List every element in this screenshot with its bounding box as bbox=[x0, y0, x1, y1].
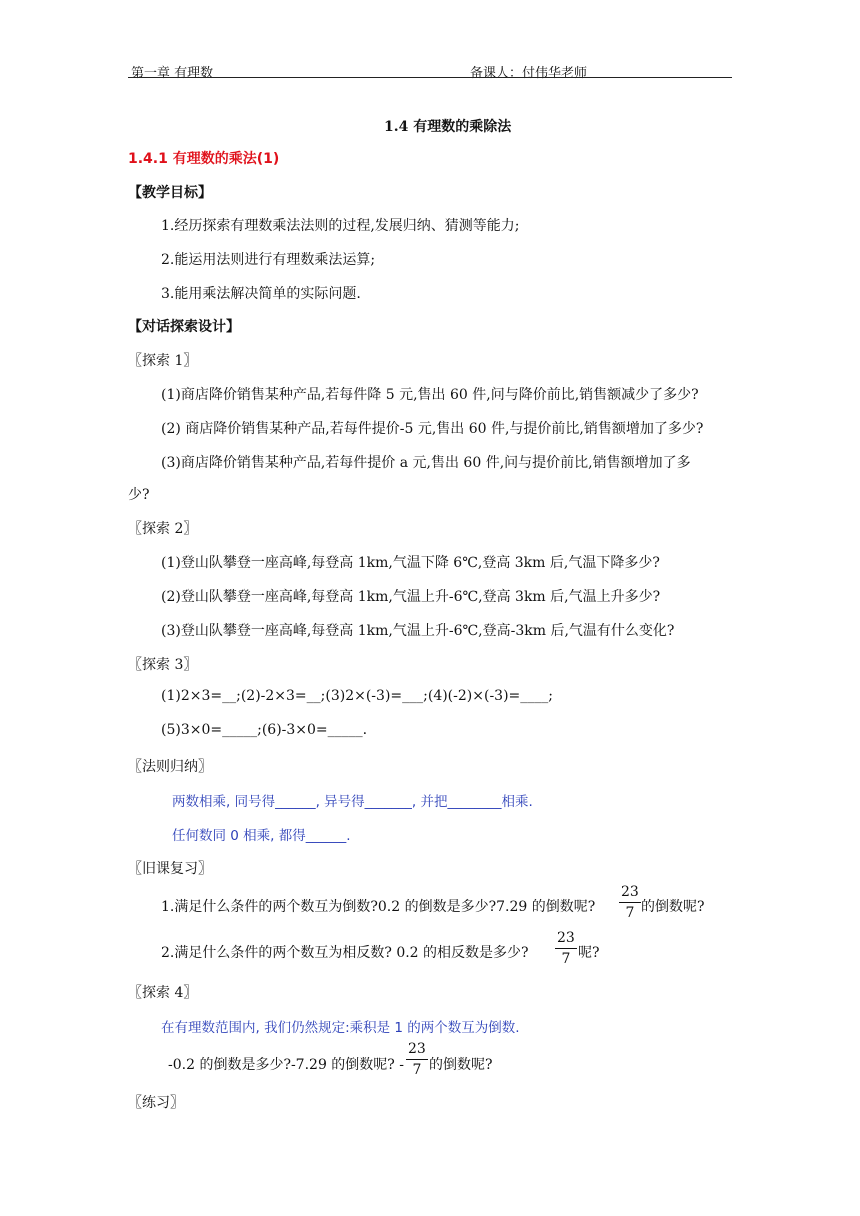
explore1-item: (3)商店降价销售某种产品,若每件提价 a 元,售出 60 件,问与提价前比,销售额增加了多 bbox=[161, 455, 691, 471]
page-title: 1.4 有理数的乘除法 bbox=[384, 119, 512, 135]
practice-heading: 〖练习〗 bbox=[128, 1095, 184, 1111]
goal-item: 3.能用乘法解决简单的实际问题. bbox=[161, 286, 361, 302]
explore2-item: (2)登山队攀登一座高峰,每登高 1km,气温上升-6℃,登高 3km 后,气温上升多少? bbox=[161, 589, 661, 605]
explore4-question: -0.2 的倒数是多少?-7.29 的倒数呢? - bbox=[168, 1057, 404, 1073]
goals-heading: 【教学目标】 bbox=[128, 185, 212, 201]
goal-item: 1.经历探索有理数乘法法则的过程,发展归纳、猜测等能力; bbox=[161, 218, 520, 234]
explore4-question-tail: 的倒数呢? bbox=[429, 1057, 493, 1073]
fraction-bar bbox=[555, 948, 577, 949]
rule-heading: 〖法则归纳〗 bbox=[128, 759, 212, 775]
header-author: 备课人：付伟华老师 bbox=[470, 66, 588, 81]
fraction-23-7 bbox=[406, 1041, 428, 1078]
review-heading: 〖旧课复习〗 bbox=[128, 861, 212, 877]
fraction-numerator: 23 bbox=[557, 930, 575, 946]
fraction-bar bbox=[619, 902, 641, 903]
explore1-heading: 〖探索 1〗 bbox=[128, 353, 198, 369]
review-q1: 1.满足什么条件的两个数互为倒数?0.2 的倒数是多少?7.29 的倒数呢? bbox=[161, 899, 596, 915]
explore2-item: (1)登山队攀登一座高峰,每登高 1km,气温下降 6℃,登高 3km 后,气温下降多少? bbox=[161, 555, 660, 571]
goal-item: 2.能运用法则进行有理数乘法运算; bbox=[161, 252, 376, 268]
review-q1-tail: 的倒数呢? bbox=[641, 899, 705, 915]
explore1-item: (1)商店降价销售某种产品,若每件降 5 元,售出 60 件,问与降价前比,销售额减少了多少? bbox=[161, 387, 699, 403]
explore3-heading: 〖探索 3〗 bbox=[128, 657, 198, 673]
fraction-denominator: 7 bbox=[412, 1062, 422, 1078]
review-q2-tail: 呢? bbox=[578, 945, 600, 961]
fraction-numerator: 23 bbox=[408, 1041, 426, 1057]
fraction-denominator: 7 bbox=[561, 951, 571, 967]
fraction-numerator: 23 bbox=[621, 884, 639, 900]
header-chapter: 第一章 有理数 bbox=[131, 66, 214, 81]
design-heading: 【对话探索设计】 bbox=[128, 319, 240, 335]
explore1-item-cont: 少? bbox=[128, 487, 150, 503]
explore4-heading: 〖探索 4〗 bbox=[128, 985, 198, 1001]
explore3-item: (1)2×3=__;(2)-2×3=__;(3)2×(-3)=___;(4)(-2)×(-3)=____; bbox=[161, 688, 553, 704]
explore3-item: (5)3×0=_____;(6)-3×0=_____. bbox=[161, 722, 368, 738]
fraction-23-7 bbox=[555, 930, 577, 967]
fraction-denominator: 7 bbox=[625, 905, 635, 921]
rule-item: 任何数同 0 相乘, 都得______. bbox=[172, 828, 351, 844]
review-q2: 2.满足什么条件的两个数互为相反数? 0.2 的相反数是多少? bbox=[161, 945, 529, 961]
fraction-23-7 bbox=[619, 884, 641, 921]
explore2-item: (3)登山队攀登一座高峰,每登高 1km,气温上升-6℃,登高-3km 后,气温有什么变化? bbox=[161, 623, 675, 639]
section-heading: 1.4.1 有理数的乘法(1) bbox=[128, 151, 280, 167]
explore1-item: (2) 商店降价销售某种产品,若每件提价-5 元,售出 60 件,与提价前比,销售额增加了多少? bbox=[161, 421, 704, 437]
header-rule bbox=[128, 77, 732, 78]
explore2-heading: 〖探索 2〗 bbox=[128, 521, 198, 537]
fraction-bar bbox=[406, 1059, 428, 1060]
explore4-statement: 在有理数范围内, 我们仍然规定:乘积是 1 的两个数互为倒数. bbox=[161, 1020, 520, 1036]
rule-item: 两数相乘, 同号得______, 异号得_______, 并把________相乘. bbox=[172, 794, 533, 810]
